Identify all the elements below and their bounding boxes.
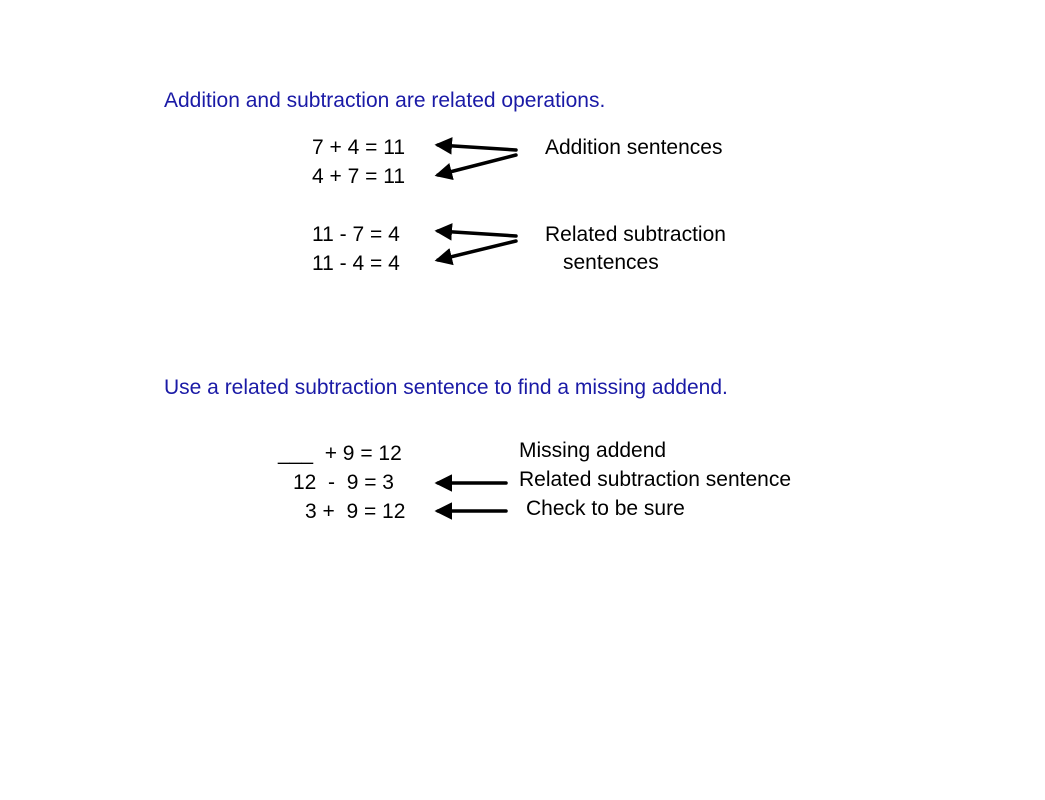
section1-heading: Addition and subtraction are related operations.	[164, 89, 606, 112]
subtraction-equation-1: 11 - 7 = 4	[312, 223, 400, 246]
subtraction-equation-2: 11 - 4 = 4	[312, 252, 400, 275]
missing-addend-equation: ___ + 9 = 12	[278, 442, 402, 465]
related-subtraction-equation: 12 - 9 = 3	[293, 471, 394, 494]
check-equation: 3 + 9 = 12	[305, 500, 406, 523]
addition-equation-2: 4 + 7 = 11	[312, 165, 406, 188]
addition-equation-1: 7 + 4 = 11	[312, 136, 406, 159]
arrow-left-icon	[438, 145, 516, 150]
check-label: Check to be sure	[526, 497, 685, 520]
arrow-left-icon	[438, 231, 516, 236]
arrow-left-icon	[438, 155, 516, 175]
related-subtraction-label: Related subtraction sentence	[519, 468, 792, 491]
subtraction-label-line2: sentences	[563, 251, 659, 274]
subtraction-label-line1: Related subtraction	[545, 223, 726, 246]
section2-heading: Use a related subtraction sentence to find a missing addend.	[164, 376, 728, 399]
addition-label: Addition sentences	[545, 136, 723, 159]
arrow-left-icon	[438, 241, 516, 260]
missing-addend-label: Missing addend	[519, 439, 667, 462]
